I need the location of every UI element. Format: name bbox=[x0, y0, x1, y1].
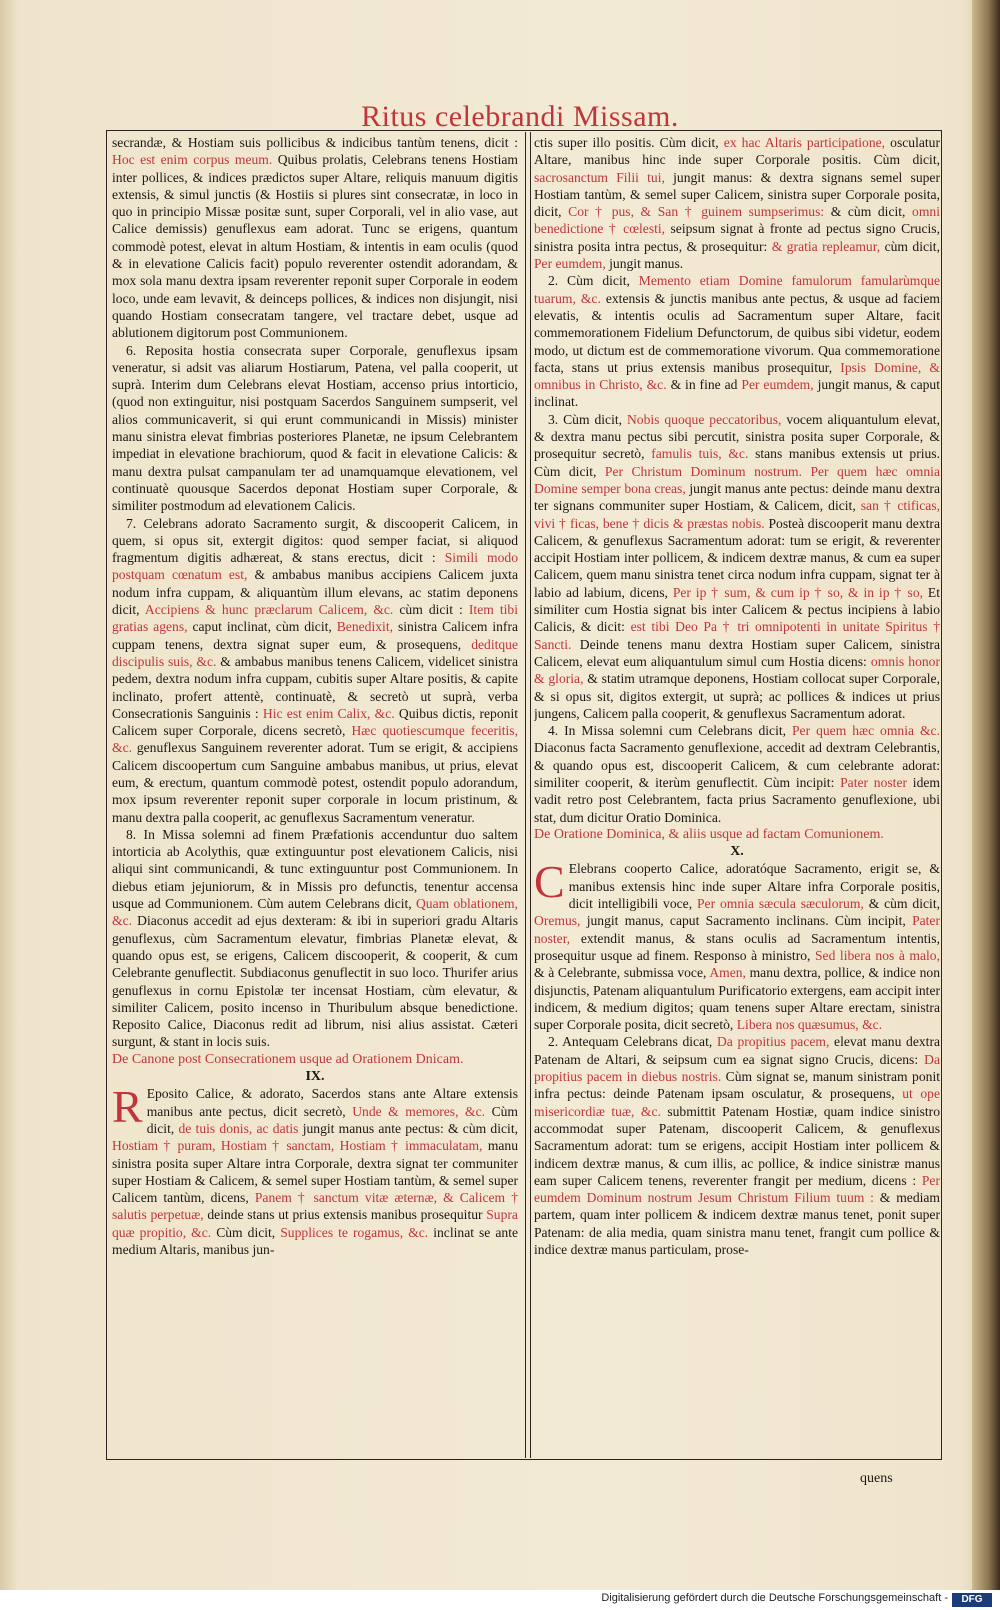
text: 2. Antequam Celebrans dicat, bbox=[548, 1034, 713, 1050]
text: extendit manus, & stans oculis ad Sacramentum intentis, prosequitur usque ad finem. Responso à ministro, bbox=[534, 930, 940, 963]
text: inclinat se ante medium Altaris, manibus jun- bbox=[112, 1224, 518, 1257]
text: jungit manus ante pectus: & cùm dicit, bbox=[302, 1120, 518, 1136]
text: Elebrans cooperto Calice, adoratóque Sacramento, erigit se, & manibus extensis hinc inde super Altare infra Corporale positis, dicit intelligibili voce, bbox=[568, 861, 940, 912]
text: & mediam partem, quam inter pollicem & indicem dextræ manus tenet, ponit super Patenam: de alia media, quam sinistra manu tenet, frangit cum pollice & indice dextræ manus particulam, prose- bbox=[534, 1190, 940, 1257]
column-divider bbox=[525, 132, 531, 1458]
footer-credit: Digitalisierung gefördert durch die Deutsche Forschungsgemeinschaft - bbox=[601, 1592, 948, 1604]
text: secrandæ, & Hostiam suis pollicibus & indicibus tantùm tenens, dicit : bbox=[112, 135, 518, 150]
paragraph-7 bbox=[112, 515, 518, 826]
text: elevat manu dextra Patenam de Altari, & seipsum cum ea signat signo Crucis, dicens: bbox=[534, 1034, 940, 1067]
rubric: Cor † pus, & San † guinem sumpserimus: bbox=[568, 204, 825, 220]
text: extensis & junctis manibus ante pectus, & usque ad faciem elevatis, & intentis oculis ad Sacramentum super Altare, facit commemorationem Fidelium Defunctorum, de quibus sibi videtur, eodem modo, ut dictum est de commemoratione vivorum. Qua commemoratione facta, stans ut prius extensis manibus prosequitur, bbox=[534, 290, 940, 375]
rubric: Simili modo postquam cœnatum est, bbox=[112, 550, 518, 583]
section-number: X. bbox=[730, 844, 744, 860]
rubric: famulis tuis, &c. bbox=[651, 446, 749, 462]
rubric: Hostiam † puram, Hostiam † sanctam, Hostiam † immaculatam, bbox=[112, 1138, 483, 1154]
paragraph-x1 bbox=[534, 856, 940, 1033]
rubric: ut ope misericordiæ tuæ, &c. bbox=[534, 1086, 940, 1119]
text: 4. In Missa solemni cum Celebrans dicit, bbox=[548, 723, 787, 739]
text: Diaconus facta Sacramento genuflexione, accedit ad dextram Celebrantis, & quando opus est, discooperit Calicem, & cum celebrante adorat: similiter cooperit, & iterùm genuflectit. Cùm incipit: bbox=[534, 740, 940, 790]
page-edge bbox=[972, 0, 1000, 1590]
text: manu sinistra posita super Altare intra Corporale, dextra signat ter communiter super Hostiam & Calicem, & semel super Hostiam tantùm, & semel super Calicem tantùm, dicens, bbox=[112, 1138, 518, 1206]
rubric: Unde & memores, &c. bbox=[352, 1103, 486, 1119]
text: Eposito Calice, & adorato, Sacerdos stans ante Altare extensis manibus ante pectus, dicit secretò, bbox=[146, 1086, 518, 1119]
text: & in fine ad bbox=[670, 377, 738, 393]
rubric: san † ctificas, vivi † ficas, bene † dicis & præstas nobis. bbox=[534, 498, 940, 531]
rubric: Pater noster bbox=[840, 774, 908, 790]
paragraph-6 bbox=[112, 342, 518, 515]
paragraph-4 bbox=[534, 722, 940, 826]
rubric: Da propitius pacem, bbox=[716, 1034, 830, 1050]
text: Diaconus accedit ad ejus dexteram: & ibi in superiori gradu Altaris genuflexus, cùm Sacramentum elevatur, fimbrias Planetæ elevat, & quando opus est, se erigens, Calicem discooperit, & cooperit, & cum Celebrante genuflectit. Subdiaconus genuflectit in suo loco. Thurifer arius genuflexus in cornu Epistolæ ter incensat Hostiam, cùm elevatur, & similiter Calicem, posito incenso in Thuribulum absque benedictione. Reposito Calice, Diaconus redit ad librum, nisi alius assistat. Cæteri surgunt, & stant in locis suis. bbox=[112, 913, 518, 1050]
rubric: deditque discipulis suis, &c. bbox=[112, 636, 518, 669]
drop-cap: C bbox=[534, 856, 565, 908]
text: Deinde tenens manu dextra Hostiam super Calicem, sinistra Calicem, elevat eum aliquantulum simul cum Hostia dicens: bbox=[534, 636, 940, 669]
text: jungit manus, & caput inclinat. bbox=[534, 377, 940, 410]
rubric: Accipiens & hunc præclarum Calicem, &c. bbox=[144, 602, 394, 618]
rubric: Ipsis Domine, & omnibus in Christo, &c. bbox=[534, 359, 940, 393]
rubric: Per omnia sæcula sæculorum, bbox=[696, 896, 864, 912]
rubric: Per eumdem, bbox=[534, 256, 606, 272]
rubric: Pater noster, bbox=[534, 913, 940, 946]
rubric: Da propitius pacem in diebus nostris. bbox=[534, 1051, 940, 1085]
rubric: Supplices te rogamus, &c. bbox=[280, 1224, 429, 1240]
paragraph-3 bbox=[534, 411, 940, 722]
text: idem vadit retro post Celebrantem, facta prius Sacramento genuflexione, ubi stat, dum dicitur Oratio Dominica. bbox=[534, 774, 940, 825]
rubric: Libera nos quæsumus, &c. bbox=[736, 1017, 883, 1033]
rubric: Item tibi gratias agens, bbox=[112, 602, 518, 635]
paragraph bbox=[534, 134, 940, 272]
rubric: & gratia repleamur, bbox=[771, 238, 881, 254]
text: 3. Cùm dicit, bbox=[548, 411, 623, 427]
paragraph-9 bbox=[112, 1081, 518, 1258]
text: Posteà discooperit manu dextra Calicem, & genuflexus Sacramentum adorat: tum se erigit, & reverenter accipit Hostiam inter pollicem, & indicem dextræ manus, & cum ea super Calicem, quem manu sinistra tenet circa nodum infra cuppam, signat ter à labio ad labium, dicens, bbox=[534, 515, 940, 600]
text: vocem aliquantulum elevat, & dextra manu pectus sibi percutit, sinistra posita super Corporale, & prosequitur secretò, bbox=[534, 411, 940, 462]
section-number: IX. bbox=[305, 1069, 325, 1085]
text: jungit manus: & dextra signans semel super Hostiam tantùm, & semel super Calicem, sinistra super Corporale posita, dicit, bbox=[534, 169, 940, 220]
rubric: Sed libera nos à malo, bbox=[814, 947, 940, 963]
rubric: Hoc est enim corpus meum. bbox=[112, 152, 273, 168]
text: cùm dicit, bbox=[884, 238, 940, 254]
rubric: Hic est enim Calix, &c. bbox=[262, 705, 395, 721]
text: seipsum signat à fronte ad pectus signo Crucis, sinistra posita intra pectus, & prosequitur: bbox=[534, 221, 940, 254]
text: submittit Patenam Hostiæ, quam indice sinistro accommodat super Patenam, discooperit Calicem, & genuflexus Sacramentum adorat: tum se erigens, accipit Hostiam inter pollicem & indicem dextræ manus, & cum illis, ac pollice, & indice sinistræ manus eam super Calicem tenens, reverenter frangit per medium, dicens : bbox=[534, 1103, 940, 1188]
text: ctis super illo positis. Cùm dicit, bbox=[534, 135, 719, 150]
text: Cùm dicit, bbox=[216, 1224, 276, 1240]
rubric: Hæc quotiescumque feceritis, &c. bbox=[112, 723, 518, 756]
text: jungit manus, caput Sacramento inclinans. Cùm incipit, bbox=[586, 913, 906, 929]
rubric: Per Christum Dominum nostrum. Per quem hæc omnia Domine semper bona creas, bbox=[534, 463, 940, 496]
dfg-logo: DFG bbox=[952, 1593, 992, 1607]
text: jungit manus. bbox=[609, 256, 684, 272]
text: cùm dicit : bbox=[399, 602, 463, 618]
digitization-footer bbox=[0, 1590, 1000, 1610]
text: 8. In Missa solemni ad finem Præfationis accenduntur duo saltem intorticia ab Acolythis, quæ extinguuntur post elevationem Calicis, nisi aliqui sint communicandi, & tunc extinguuntur post Communionem. In diebus etiam jejuniorum, & in Missis pro defunctis, tenentur accensa usque ad Communionem. Cùm autem Celebrans dicit, bbox=[112, 826, 518, 912]
rubric: Benedixit, bbox=[336, 619, 393, 635]
text: 7. Celebrans adorato Sacramento surgit, & discooperit Calicem, in quem, si opus sit, extergit digitos: quod semper faciat, si aliquod fragmentum digitis adhæreat, & stans erectus, dicit : bbox=[112, 515, 518, 566]
text: & à Celebrante, submissa voce, bbox=[534, 965, 707, 981]
text: Et similiter cum Hostia signat bis inter Calicem & pectus incipiens à labio Calicis, & dicit: bbox=[534, 584, 940, 635]
text: Quibus dictis, reponit Calicem super Corporale, dicens secretò, bbox=[112, 705, 518, 739]
rubric: Panem † sanctum vitæ æternæ, & Calicem † salutis perpetuæ, bbox=[112, 1190, 518, 1223]
text: caput inclinat, cùm dicit, bbox=[192, 619, 332, 635]
paragraph-x2 bbox=[534, 1033, 940, 1258]
text: 2. Cùm dicit, bbox=[548, 273, 630, 289]
text: 6. Reposita hostia consecrata super Corporale, genuflexus ipsam veneratur, si adsit vas aliarum Hostiarum, Patena, vel palla cooperit, ut suprà. Interim dum Celebrans elevat Hostiam, accenso prius intorticio, (quod non extinguitur, nisi postquam Sacerdos Sanguinem sumpserit, vel alios communicaverit, si qui erunt communicandi in Missis) minister manu sinistra elevat fimbrias posteriores Planetæ, ne ipsum Celebrantem impediat in elevatione brachiorum, quod & facit in elevatione Calicis: & manu dextra pulsat campanulam ter ad unamquamque elevationem, vel continuatè quousque Sacerdos deponat Hostiam super Corporale, & similiter postmodum ad elevationem Calicis. bbox=[112, 342, 518, 514]
section-heading: De Oratione Dominica, & aliis usque ad factam Comunionem. bbox=[534, 826, 884, 842]
rubric: Per eumdem, bbox=[741, 377, 814, 393]
paragraph bbox=[112, 134, 518, 342]
catchword: quens bbox=[860, 1471, 893, 1486]
text: sinistra Calicem infra cuppam tenens, dextra signat super eum, & prosequens, bbox=[112, 619, 518, 652]
rubric: de tuis donis, ac datis bbox=[178, 1120, 299, 1136]
paragraph-8 bbox=[112, 826, 518, 1051]
rubric: est tibi Deo Pa † tri omnipotenti in unitate Spiritus † Sancti. bbox=[534, 619, 940, 652]
rubric: Nobis quoque peccatoribus, bbox=[626, 411, 782, 427]
rubric: sacrosanctum Filii tui, bbox=[534, 169, 665, 185]
text: & cùm dicit, bbox=[830, 204, 906, 220]
text: & statim utramque deponens, Hostiam collocat super Corporale, & si opus sit, digitos extergit, ut suprà; ac pollices & indices ut prius jungens, Calicem palla cooperit, & genuflexus Sacramentum adorat. bbox=[534, 671, 940, 721]
right-column bbox=[534, 134, 940, 1454]
rubric: Memento etiam Domine famulorum famularùmque tuarum, &c. bbox=[534, 273, 940, 306]
text: deinde stans ut prius extensis manibus prosequitur bbox=[207, 1207, 483, 1223]
section-heading: De Canone post Consecrationem usque ad Orationem Dnicam. bbox=[112, 1051, 464, 1067]
rubric: Per eumdem Dominum nostrum Jesum Christum Filium tuum : bbox=[534, 1172, 940, 1206]
running-head: Ritus celebrandi Missam. bbox=[361, 100, 679, 133]
rubric: omni benedictione † cœlesti, bbox=[534, 204, 940, 237]
left-column bbox=[112, 134, 518, 1454]
paragraph-2 bbox=[534, 272, 940, 410]
rubric: omnis honor & gloria, bbox=[534, 653, 940, 687]
text: & cùm dicit, bbox=[868, 896, 940, 912]
rubric: Oremus, bbox=[534, 913, 581, 929]
text: Cùm dicit, bbox=[146, 1103, 518, 1136]
text: Quibus prolatis, Celebrans tenens Hostiam inter pollices, & indices prædictos super Altare, reliquis manuum digitis extensis, & simul junctis (& Hostiis si plures sint consecratæ, in loco in quo in principio Missæ positæ sunt, super Corporali, vel in alio vase, aut Calice demissis) genuflexus eam adorat. Tunc se erigens, quantum commodè potest, elevat in altum Hostiam, & intentis in eam oculis (quod & in elevatione Calicis facit) populo reverenter ostendit adorandam, & mox sola manu dextra ipsam reverenter reponit super Corporale in eodem loco, unde eam levavit, & deinceps pollices, & indices non disjungit, nisi quando Hostiam consecratam tangere, vel tractare debet, usque ad ablutionem digitorum post Communionem. bbox=[112, 152, 518, 341]
rubric: Supra quæ propitio, &c. bbox=[112, 1207, 518, 1240]
rubric: Amen, bbox=[709, 965, 746, 981]
drop-cap: R bbox=[112, 1081, 143, 1133]
text: jungit manus ante pectus: deinde manu dextra ter signans communiter super Hostiam, & Calicem, dicit, bbox=[534, 480, 940, 514]
rubric: Quam oblationem, &c. bbox=[112, 896, 518, 929]
rubric: ex hac Altaris participatione, bbox=[723, 135, 886, 150]
text: osculatur Altare, manibus hinc inde super Corporale positis. Cùm dicit, bbox=[534, 135, 940, 168]
text: manu dextra, pollice, & indice non disjunctis, Patenam aliquantulum Purificatorio extergens, eam accipit inter indicem, & medium digitos; quam tenens super Altare erectam, sinistra super Corporale posita, dicit secretò, bbox=[534, 965, 940, 1033]
text: & ambabus manibus accipiens Calicem juxta nodum infra cuppam, & aliquantùm illum elevans, ac statim deponens dicit, bbox=[112, 567, 518, 618]
text: Cùm signat se, manum sinistram ponit infra pectus: deinde Patenam ipsam osculatur, & prosequens, bbox=[534, 1069, 940, 1102]
rubric: Per quem hæc omnia &c. bbox=[792, 723, 940, 739]
text: & ambabus manibus tenens Calicem, videlicet sinistra pedem, dextra nodum infra cuppam, cubitis super Altare positis, & capite inclinato, profert attentè, continuatè, & secretò ut suprà, verba Consecrationis Sanguinis : bbox=[112, 653, 518, 721]
rubric: Per ip † sum, & cum ip † so, & in ip † so, bbox=[672, 584, 924, 600]
text: stans manibus extensis ut prius. Cùm dicit, bbox=[534, 446, 940, 479]
text: genuflexus Sanguinem reverenter adorat. Tum se erigit, & accipiens Calicem discoopertum cum Sanguine ambabus manibus, ut prius, elevat eum, & erectum, quantum commodè potest, ostendit populo adorandum, mox ipsum reverenter reponit super corporale in locum pristinum, & manu dextra palla cooperit, ac genuflexus Sacramentum veneratur. bbox=[112, 740, 518, 825]
